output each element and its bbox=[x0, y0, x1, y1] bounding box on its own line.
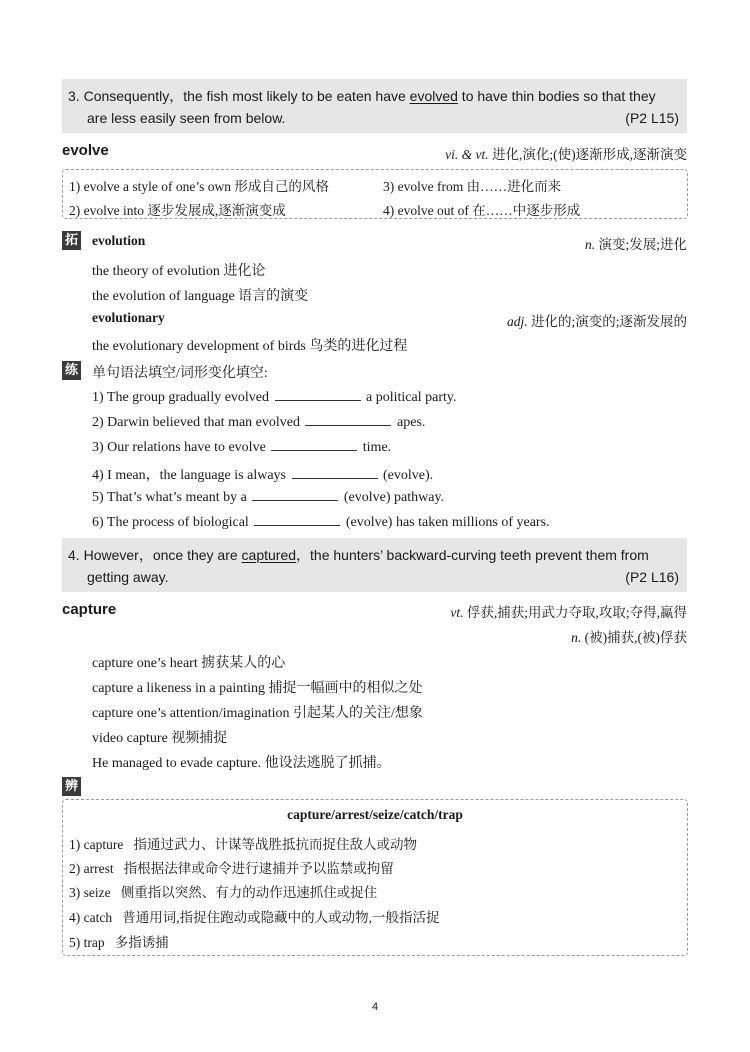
ext-example: the evolution of language 语言的演变 bbox=[92, 289, 309, 304]
ext-example: the theory of evolution 进化论 bbox=[92, 264, 266, 279]
distinguish-box bbox=[62, 799, 688, 956]
key-word-evolved: evolved bbox=[409, 88, 458, 104]
evolve-phrases-box bbox=[62, 169, 688, 219]
practice-badge: 练 bbox=[62, 361, 81, 380]
evolutionary-pos: adj. 进化的;演变的;逐渐发展的 bbox=[506, 314, 687, 329]
capture-pos-vt: vt. 俘获,捕获;用武力夺取,攻取;夺得,赢得 bbox=[450, 605, 687, 620]
distinguish-item: 4) catch 普通用词,指捉住跑动或隐藏中的人或动物,一般指活捉 bbox=[69, 910, 440, 925]
practice-item: 1) The group gradually evolved a political party. bbox=[92, 390, 457, 405]
distinguish-badge: 辨 bbox=[62, 777, 81, 796]
extension-badge: 拓 bbox=[62, 231, 81, 250]
phrase-item: 1) evolve a style of one’s own 形成自己的风格 bbox=[69, 179, 329, 194]
distinguish-item: 5) trap 多指诱捕 bbox=[69, 935, 169, 950]
answer-blank[interactable] bbox=[305, 414, 391, 426]
answer-blank[interactable] bbox=[275, 389, 361, 401]
evolve-pos: vi. & vt. 进化,演化;(使)逐渐形成,逐渐演变 bbox=[445, 147, 687, 162]
capture-example: capture a likeness in a painting 捕捉一幅画中的相似之处 bbox=[92, 681, 423, 696]
distinguish-item: 2) arrest 指根据法律或命令进行逮捕并予以监禁或拘留 bbox=[69, 861, 394, 876]
sentence-3-line2: are less easily seen from below. bbox=[87, 110, 286, 126]
answer-blank[interactable] bbox=[254, 514, 340, 526]
capture-example: capture one’s heart 掳获某人的心 bbox=[92, 656, 286, 671]
capture-example: He managed to evade capture. 他设法逃脱了抓捕。 bbox=[92, 756, 391, 771]
ext-word-evolutionary: evolutionary bbox=[92, 310, 165, 325]
sentence-4-box bbox=[62, 538, 687, 592]
practice-item: 3) Our relations have to evolve time. bbox=[92, 440, 392, 455]
answer-blank[interactable] bbox=[292, 467, 378, 479]
answer-blank[interactable] bbox=[252, 489, 338, 501]
sentence-3-line1: 3. Consequently，the fish most likely to be eaten have evolved to have thin bodies so that they bbox=[68, 88, 656, 104]
distinguish-title: capture/arrest/seize/catch/trap bbox=[287, 807, 463, 822]
capture-example: capture one’s attention/imagination 引起某人的关注/想象 bbox=[92, 706, 423, 721]
practice-title: 单句语法填空/词形变化填空: bbox=[92, 366, 268, 381]
capture-pos-n: n. (被)捕获,(被)俘获 bbox=[571, 630, 687, 645]
phrase-item: 3) evolve from 由……进化而来 bbox=[383, 179, 562, 194]
phrase-item: 2) evolve into 逐步发展成,逐渐演变成 bbox=[69, 203, 286, 218]
sentence-3-box bbox=[62, 79, 687, 133]
answer-blank[interactable] bbox=[271, 439, 357, 451]
practice-item: 2) Darwin believed that man evolved apes. bbox=[92, 415, 426, 430]
evolution-pos: n. 演变;发展;进化 bbox=[584, 237, 687, 252]
practice-item: 5) That’s what’s meant by a (evolve) pathway. bbox=[92, 490, 445, 505]
distinguish-item: 1) capture 指通过武力、计谋等战胜抵抗而捉住敌人或动物 bbox=[69, 837, 417, 852]
practice-item: 6) The process of biological (evolve) has taken millions of years. bbox=[92, 515, 550, 530]
practice-item: 4) I mean，the language is always (evolve). bbox=[92, 468, 434, 483]
capture-example: video capture 视频捕捉 bbox=[92, 731, 228, 746]
key-word-captured: captured bbox=[241, 547, 297, 563]
sentence-3-source: (P2 L15) bbox=[625, 110, 679, 126]
phrase-item: 4) evolve out of 在……中逐步形成 bbox=[383, 203, 581, 218]
distinguish-item: 3) seize 侧重指以突然、有力的动作迅速抓住或捉住 bbox=[69, 885, 378, 900]
ext-word-evolution: evolution bbox=[92, 233, 146, 248]
headword-capture: capture bbox=[62, 601, 117, 618]
sentence-4-line2: getting away. bbox=[87, 569, 169, 585]
sentence-4-line1: 4. However，once they are captured，the hunters’ backward-curving teeth prevent them from bbox=[68, 547, 649, 563]
ext-example: the evolutionary development of birds 鸟类的进化过程 bbox=[92, 339, 408, 354]
headword-evolve: evolve bbox=[62, 142, 109, 159]
page-number: 4 bbox=[371, 1001, 379, 1013]
sentence-4-source: (P2 L16) bbox=[625, 569, 679, 585]
